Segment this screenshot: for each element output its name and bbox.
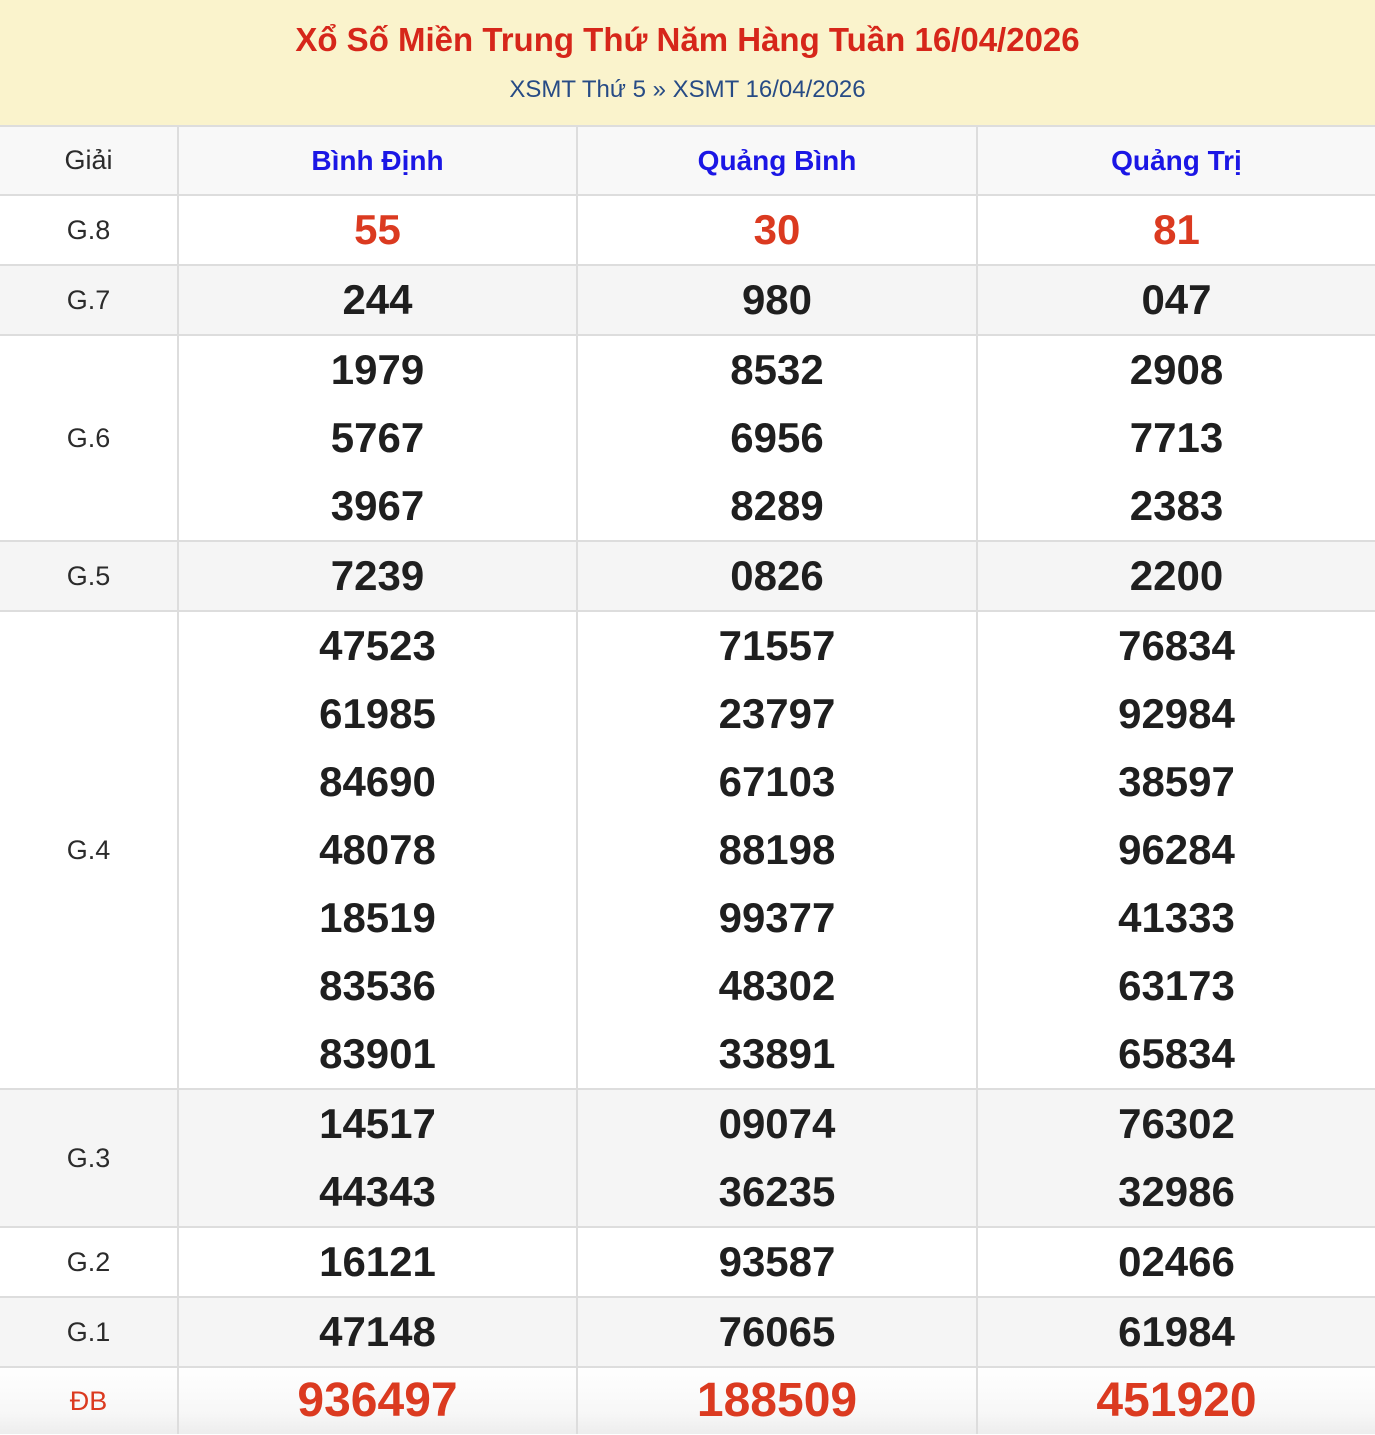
prize-number: 16121 [319,1238,436,1285]
prize-number: 3967 [330,482,425,529]
prize-number: 30 [753,206,801,253]
prize-label: G.7 [0,265,178,335]
prize-number: 92984 [1118,690,1235,737]
prize-cell [977,265,1375,335]
table-row [0,335,1375,541]
prize-cell [577,1227,977,1297]
prize-number: 61985 [319,690,436,737]
table-row [0,611,1375,1089]
prize-number: 0826 [730,552,824,599]
prize-cell [178,611,577,1089]
prize-number: 93587 [718,1238,836,1285]
prize-number: 244 [342,276,413,323]
prize-number: 6956 [730,414,824,461]
prize-cell [577,195,977,265]
prize-cell [178,335,577,541]
province-header-quang-binh[interactable]: Quảng Bình [577,127,977,195]
prize-number: 7713 [1129,414,1224,461]
prize-cell [577,1089,977,1227]
table-row [0,1367,1375,1434]
prize-label: ĐB [0,1367,178,1434]
prize-cell [577,611,977,1089]
prize-number: 36235 [718,1168,836,1215]
prize-number: 02466 [1118,1238,1235,1285]
prize-number: 96284 [1118,826,1235,873]
prize-number: 48078 [319,826,436,873]
prize-column-header: Giải [0,127,178,195]
prize-cell [977,611,1375,1089]
prize-number: 188509 [696,1374,858,1427]
prize-label: G.4 [0,611,178,1089]
prize-number: 2200 [1129,552,1224,599]
prize-cell [577,541,977,611]
prize-cell [178,541,577,611]
prize-number: 09074 [718,1100,836,1147]
prize-number: 44343 [319,1168,436,1215]
prize-number: 32986 [1118,1168,1235,1215]
prize-number: 83901 [319,1030,436,1077]
results-table [0,127,1375,1434]
prize-cell [977,1089,1375,1227]
prize-cell [977,1297,1375,1367]
prize-label: G.8 [0,195,178,265]
prize-number: 2908 [1129,346,1224,393]
prize-cell [577,265,977,335]
table-row [0,541,1375,611]
prize-label: G.2 [0,1227,178,1297]
prize-label: G.5 [0,541,178,611]
table-header-row [0,127,1375,195]
prize-number: 47523 [319,622,436,669]
prize-number: 48302 [718,962,836,1009]
prize-cell [178,265,577,335]
breadcrumb[interactable]: XSMT Thứ 5 » XSMT 16/04/2026 [509,76,866,103]
prize-cell [577,1297,977,1367]
prize-label: G.6 [0,335,178,541]
prize-label: G.3 [0,1089,178,1227]
prize-number: 23797 [718,690,836,737]
prize-number: 83536 [319,962,436,1009]
prize-number: 76065 [718,1308,836,1355]
prize-cell [977,195,1375,265]
prize-number: 18519 [319,894,436,941]
prize-number: 5767 [330,414,425,461]
prize-number: 14517 [319,1100,436,1147]
prize-number: 67103 [718,758,836,805]
prize-number: 980 [741,276,813,323]
prize-cell [577,1367,977,1434]
prize-cell [178,1089,577,1227]
page-header [0,0,1375,125]
prize-cell [178,1367,577,1434]
prize-number: 451920 [1096,1374,1257,1427]
table-row [0,265,1375,335]
prize-cell [577,335,977,541]
table-row [0,1089,1375,1227]
prize-cell [977,335,1375,541]
prize-cell [178,1227,577,1297]
prize-label: G.1 [0,1297,178,1367]
prize-number: 047 [1141,276,1212,323]
prize-number: 63173 [1118,962,1235,1009]
prize-cell [178,195,577,265]
table-row [0,195,1375,265]
results-table-wrap [0,125,1375,1434]
prize-number: 47148 [319,1308,436,1355]
prize-number: 936497 [297,1374,458,1427]
prize-number: 2383 [1129,482,1224,529]
prize-cell [977,541,1375,611]
prize-number: 8289 [730,482,824,529]
prize-number: 41333 [1118,894,1235,941]
prize-number: 33891 [718,1030,836,1077]
table-row [0,1297,1375,1367]
prize-number: 38597 [1118,758,1235,805]
province-header-quang-tri[interactable]: Quảng Trị [977,127,1375,195]
prize-number: 76302 [1118,1100,1235,1147]
prize-number: 99377 [718,894,836,941]
page-title: Xổ Số Miền Trung Thứ Năm Hàng Tuần 16/04/2026 [295,21,1080,58]
table-row [0,1227,1375,1297]
prize-number: 88198 [718,826,836,873]
province-header-binh-dinh[interactable]: Bình Định [178,127,577,195]
prize-cell [178,1297,577,1367]
prize-number: 65834 [1118,1030,1235,1077]
prize-number: 71557 [718,622,836,669]
prize-number: 55 [354,206,401,253]
prize-number: 61984 [1118,1308,1235,1355]
prize-number: 76834 [1118,622,1235,669]
prize-number: 81 [1153,206,1200,253]
prize-cell [977,1227,1375,1297]
prize-cell [977,1367,1375,1434]
prize-number: 8532 [730,346,824,393]
prize-number: 1979 [330,346,425,393]
prize-number: 84690 [319,758,436,805]
prize-number: 7239 [330,552,425,599]
